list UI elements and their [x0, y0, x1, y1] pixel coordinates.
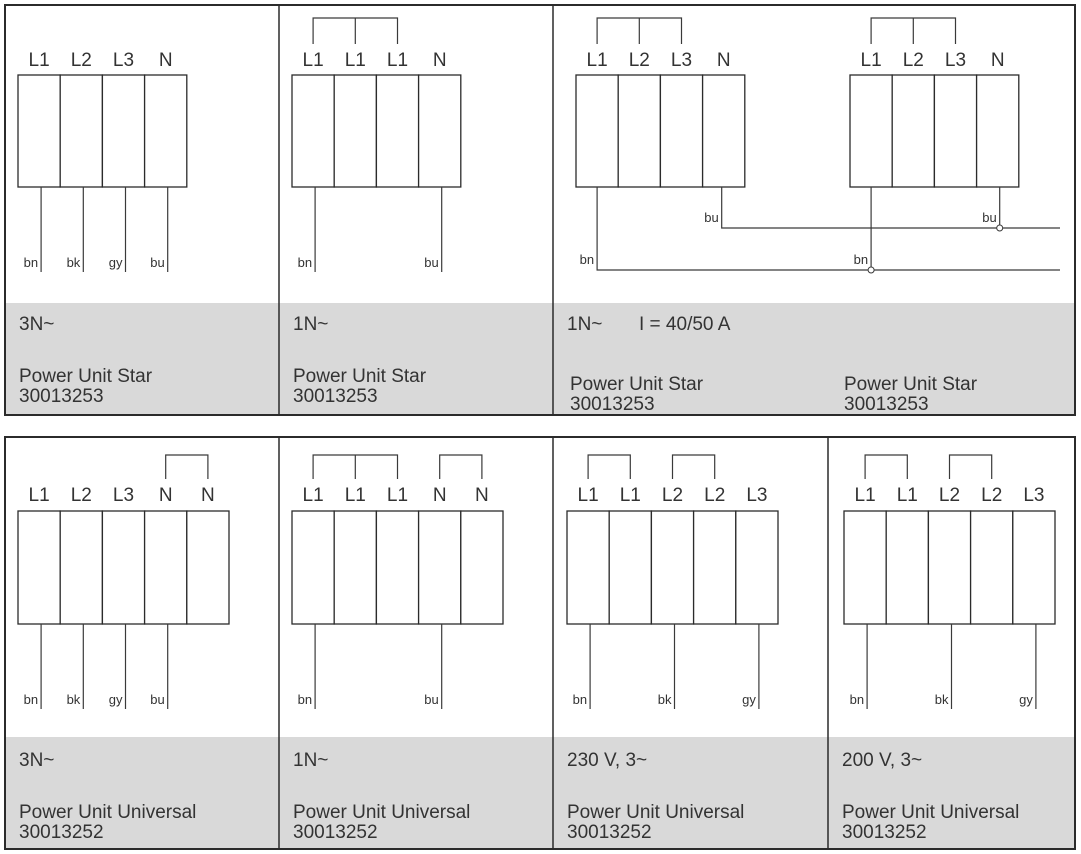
- terminal-cell: [419, 75, 461, 187]
- unit-article-number: 30013252: [842, 822, 927, 843]
- junction-dot: [868, 267, 874, 273]
- terminal-cell: [60, 75, 102, 187]
- supply-type: 1N~: [293, 750, 329, 771]
- terminal-label: L3: [944, 50, 967, 71]
- unit-article-number: 30013253: [844, 394, 929, 415]
- terminal-cell: [609, 511, 651, 624]
- terminal-cell: [334, 511, 376, 624]
- wire-color-label: bn: [23, 255, 39, 270]
- unit-article-number: 30013252: [567, 822, 652, 843]
- terminal-cell: [376, 511, 418, 624]
- terminal-label: L1: [344, 485, 366, 506]
- wire-color-label: bn: [853, 252, 869, 267]
- terminal-label: L1: [28, 485, 50, 506]
- terminal-label: L1: [386, 50, 409, 71]
- wire-color-label: bu: [424, 255, 439, 270]
- terminal-cell: [736, 511, 778, 624]
- terminal-cell: [187, 511, 229, 624]
- terminal-label: L1: [302, 485, 324, 506]
- terminal-label: L2: [938, 485, 961, 506]
- terminal-cell: [618, 75, 660, 187]
- terminal-cell: [334, 75, 376, 187]
- supply-type: 230 V, 3~: [567, 750, 648, 771]
- terminal-label: N: [158, 485, 173, 506]
- wire-color-label: bn: [579, 252, 595, 267]
- wire-color-label: gy: [108, 255, 123, 270]
- unit-article-number: 30013253: [19, 386, 104, 407]
- terminal-label: L1: [586, 50, 608, 71]
- terminal-label: L3: [112, 485, 135, 506]
- supply-type: 3N~: [19, 314, 55, 335]
- wire-color-label: bn: [849, 692, 865, 707]
- current-rating: I = 40/50 A: [639, 314, 731, 335]
- parallel-busbars: [580, 187, 1060, 273]
- terminal-block: [844, 455, 1055, 709]
- terminal-label: L1: [386, 485, 409, 506]
- terminal-label: N: [158, 50, 173, 71]
- wire-color-label: gy: [742, 692, 756, 707]
- wire-color-label: bn: [23, 692, 39, 707]
- terminal-label: L2: [70, 50, 92, 71]
- unit-name: Power Unit Star: [19, 366, 153, 387]
- terminal-cell: [928, 511, 970, 624]
- terminal-cell: [886, 511, 928, 624]
- terminal-cell: [844, 511, 886, 624]
- unit-article-number: 30013253: [570, 394, 655, 415]
- terminal-cell: [934, 75, 976, 187]
- unit-name: Power Unit Universal: [19, 802, 197, 823]
- jumper-bridge: [440, 455, 482, 479]
- wire-color-label: bk: [66, 692, 81, 707]
- terminal-cell: [292, 75, 334, 187]
- terminal-label: N: [716, 50, 731, 71]
- terminal-cell: [292, 511, 334, 624]
- jumper-bridge: [865, 455, 907, 479]
- terminal-label: L2: [70, 485, 92, 506]
- terminal-cell: [971, 511, 1013, 624]
- supply-type: 3N~: [19, 750, 55, 771]
- wire-color-label: bu: [424, 692, 439, 707]
- terminal-cell: [567, 511, 609, 624]
- terminal-label: L1: [28, 50, 50, 71]
- terminal-label: N: [432, 50, 447, 71]
- wire-color-label: bk: [657, 692, 672, 707]
- terminal-label: L2: [704, 485, 726, 506]
- terminal-cell: [419, 511, 461, 624]
- neutral-busbar: [722, 187, 1060, 228]
- unit-name: Power Unit Universal: [293, 802, 471, 823]
- row-1: [5, 5, 1075, 415]
- terminal-label: L2: [902, 50, 924, 71]
- wire-color-label: bk: [66, 255, 81, 270]
- wire-color-label: bk: [934, 692, 949, 707]
- terminal-label: L3: [670, 50, 693, 71]
- jumper-bridge: [597, 18, 681, 44]
- terminal-label: L1: [896, 485, 918, 506]
- unit-name: Power Unit Universal: [842, 802, 1020, 823]
- terminal-block: [567, 455, 778, 709]
- terminal-cell: [850, 75, 892, 187]
- row-2: [5, 437, 1075, 849]
- terminal-cell: [145, 511, 187, 624]
- terminal-block: [292, 18, 461, 272]
- wire-color-label: bu: [150, 692, 165, 707]
- supply-type: 1N~: [567, 314, 603, 335]
- jumper-bridge: [166, 455, 208, 479]
- wire-color-label: bn: [297, 692, 313, 707]
- jumper-bridge: [950, 455, 992, 479]
- terminal-block: [292, 455, 503, 709]
- wire-color-label: bn: [297, 255, 313, 270]
- unit-article-number: 30013252: [293, 822, 378, 843]
- terminal-block: [18, 455, 229, 709]
- terminal-label: L1: [854, 485, 876, 506]
- terminal-cell: [376, 75, 418, 187]
- terminal-label: L1: [577, 485, 599, 506]
- terminal-cell: [461, 511, 503, 624]
- terminal-label: L2: [981, 485, 1003, 506]
- wire-color-label: bn: [572, 692, 588, 707]
- junction-dot: [997, 225, 1003, 231]
- terminal-cell: [892, 75, 934, 187]
- terminal-block: [18, 50, 187, 272]
- terminal-cell: [1013, 511, 1055, 624]
- terminal-label: L3: [746, 485, 768, 506]
- unit-article-number: 30013253: [293, 386, 378, 407]
- terminal-cell: [102, 75, 144, 187]
- terminal-label: N: [990, 50, 1005, 71]
- wire-color-label: gy: [108, 692, 123, 707]
- supply-type: 200 V, 3~: [842, 750, 923, 771]
- jumper-bridge: [871, 18, 955, 44]
- unit-name: Power Unit Star: [844, 374, 978, 395]
- terminal-cell: [977, 75, 1019, 187]
- unit-name: Power Unit Star: [570, 374, 704, 395]
- terminal-cell: [18, 511, 60, 624]
- terminal-label: N: [475, 485, 489, 506]
- terminal-label: N: [432, 485, 447, 506]
- terminal-label: N: [201, 485, 215, 506]
- unit-article-number: 30013252: [19, 822, 104, 843]
- terminal-cell: [102, 511, 144, 624]
- jumper-bridge: [313, 18, 397, 44]
- terminal-label: L2: [661, 485, 684, 506]
- supply-type: 1N~: [293, 314, 329, 335]
- terminal-label: L1: [344, 50, 366, 71]
- terminal-cell: [660, 75, 702, 187]
- terminal-label: L2: [628, 50, 650, 71]
- wire-color-label: gy: [1019, 692, 1033, 707]
- terminal-cell: [576, 75, 618, 187]
- terminal-cell: [694, 511, 736, 624]
- unit-name: Power Unit Universal: [567, 802, 745, 823]
- terminal-cell: [703, 75, 745, 187]
- terminal-label: L1: [860, 50, 882, 71]
- terminal-cell: [651, 511, 693, 624]
- wire-color-label: bu: [982, 210, 997, 225]
- wire-color-label: bu: [150, 255, 165, 270]
- terminal-label: L3: [1023, 485, 1045, 506]
- terminal-cell: [145, 75, 187, 187]
- terminal-label: L3: [112, 50, 135, 71]
- terminal-cell: [18, 75, 60, 187]
- jumper-bridge: [673, 455, 715, 479]
- jumper-bridge: [313, 455, 397, 479]
- terminal-block: [850, 18, 1019, 187]
- jumper-bridge: [588, 455, 630, 479]
- terminal-label: L1: [302, 50, 324, 71]
- terminal-block: [576, 18, 745, 187]
- terminal-cell: [60, 511, 102, 624]
- terminal-label: L1: [619, 485, 641, 506]
- wire-color-label: bu: [704, 210, 719, 225]
- unit-name: Power Unit Star: [293, 366, 427, 387]
